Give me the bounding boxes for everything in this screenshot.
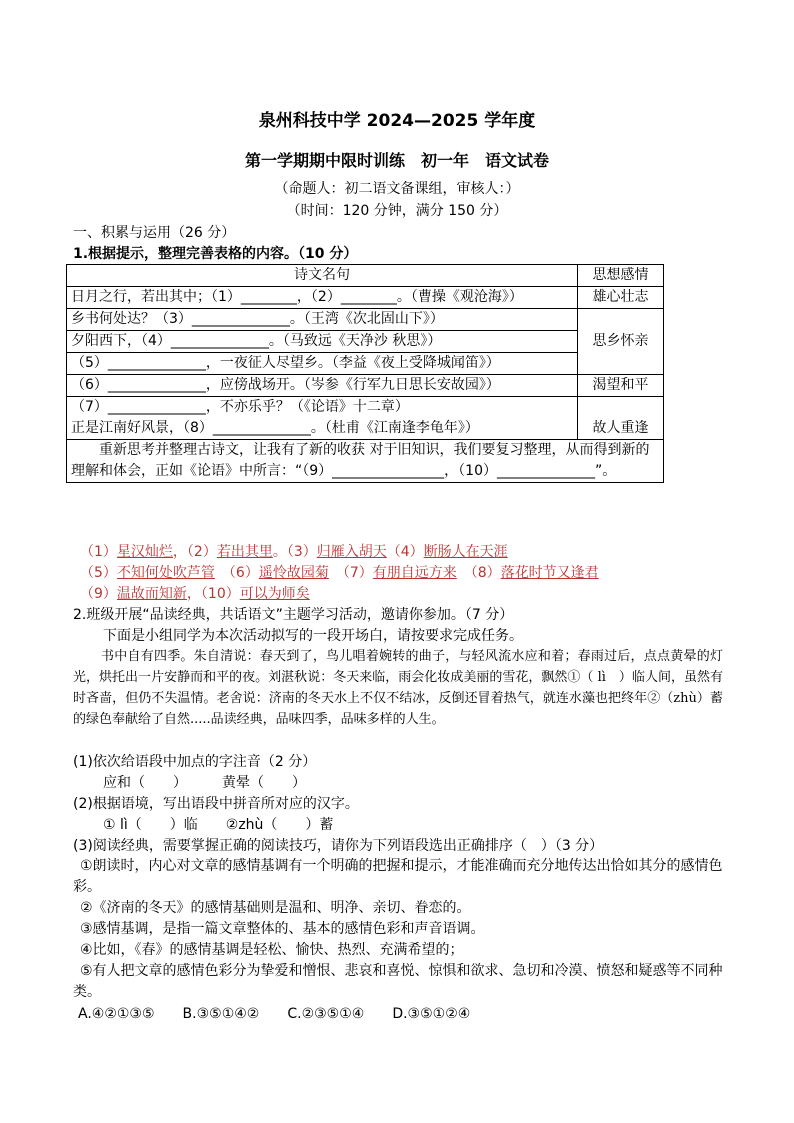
answer-label: （1）	[80, 544, 117, 560]
answer-text: 可以为师矣	[239, 586, 310, 602]
answer-line-2	[80, 562, 599, 582]
question-2-title: 2.班级开展“品读经典，共话语文”主题学习活动，邀请你参加。（7 分）	[73, 607, 514, 623]
table-row-2-emotion: 思乡怀亲	[578, 309, 664, 375]
answer-choices: A.④②①③⑤ B.③⑤①④② C.②③⑤①④ D.③⑤①②④	[78, 1006, 471, 1022]
table-header-emotion: 思想感情	[578, 265, 664, 287]
sentence-option-3: ③感情基调，是指一篇文章整体的、基本的感情色彩和声音语调。	[80, 921, 485, 937]
answer-label: （9）	[80, 586, 117, 602]
answer-label: （4）	[386, 544, 424, 560]
question-2-intro: 下面是小组同学为本次活动拟写的一段开场白，请按要求完成任务。	[103, 628, 523, 644]
answer-label: （7）	[342, 565, 373, 581]
author-line: （命题人：初二语文备课组，审核人：）	[274, 181, 520, 197]
table-row-5-text: 重新思考并整理古诗文，让我有了新的收获 对于旧知识，我们要复习整理，从而得到新的理解和体会，正如《论语》中所言：“（9）________________，（10）______________”。	[67, 440, 664, 483]
table-row-2-text	[67, 309, 578, 375]
answer-line-1	[80, 541, 508, 561]
sentence-option-1: ①朗读时，内心对文章的感情基调有一个明确的把握和提示，才能准确而充分地传达出恰如其分的感情色彩。	[73, 858, 723, 895]
answer-label: ，（10）	[186, 586, 240, 602]
table-row-2-line-2: 夕阳西下，（4）______________。（马致远《天净沙 秋思》）	[67, 331, 577, 353]
sentence-option-2: ②《济南的冬天》的感情基础则是温和、明净、亲切、眷恋的。	[80, 900, 471, 916]
answer-text: 断肠人在天涯	[423, 544, 508, 560]
exam-title: 第一学期期中限时训练 初一年 语文试卷	[244, 151, 549, 170]
school-title: 泉州科技中学 2024—2025 学年度	[258, 111, 536, 131]
question-1-title: 1.根据提示，整理完善表格的内容。（10 分）	[73, 246, 358, 262]
reading-passage: 书中自有四季。朱自清说：春天到了，鸟儿唱着婉转的曲子，与轻风流水应和着；春雨过后，点点黄晕的灯光，烘托出一片安静而和平的夜。刘湛秋说：冬天来临，雨会化妆成美丽的雪花，飘然①（ lì ）临人间，虽然有时吝啬，但仍不失温情。老舍说：济南的冬天水上不仅不结冰，反倒还冒着热气，就连水藻也把终年②（zhù）蓄的绿色奉献给了自然.....品读经典，品味四季，品味多样的人生。	[73, 649, 723, 727]
answer-text: 归雁入胡天	[316, 544, 387, 560]
answer-label: （8）	[470, 565, 501, 581]
subquestion-3: (3)阅读经典，需要掌握正确的阅读技巧，请你为下列语段选出正确排序（ ）（3 分）	[73, 838, 604, 854]
answer-label: ，（2）	[172, 544, 217, 560]
answer-text: 若出其里	[216, 544, 273, 560]
table-row-4-emotion: 故人重逢	[578, 397, 664, 440]
table-row-2-line-1: 乡书何处达？（3）______________。（王湾《次北固山下》）	[67, 309, 577, 331]
subquestion-2: (2)根据语境，写出语段中拼音所对应的汉字。	[73, 796, 359, 812]
time-line: （时间：120 分钟，满分 150 分）	[286, 203, 508, 219]
sentence-option-5: ⑤有人把文章的感情色彩分为挚爱和憎恨、悲哀和喜悦、惊惧和欲求、急切和冷漠、愤怒和疑惑等不同种类。	[73, 963, 723, 1000]
table-header-poem: 诗文名句	[67, 265, 578, 287]
table-row-2-line-3: （5）______________，一夜征人尽望乡。（李益《夜上受降城闻笛》）	[71, 355, 500, 371]
table-row-4-line-2: 正是江南好风景，（8）______________。（杜甫《江南逢李龟年》）	[71, 420, 479, 436]
answer-text: 有朋自远方来	[372, 565, 457, 581]
table-row-1-emotion: 雄心壮志	[578, 287, 664, 309]
answer-text: 温故而知新	[116, 586, 187, 602]
table-row-1-text: 日月之行，若出其中；（1）________，（2）________。（曹操《观沧海》）	[67, 287, 578, 309]
table-row-3-emotion: 渴望和平	[578, 375, 664, 397]
answer-text: 遥怜故园菊	[258, 565, 329, 581]
answer-label: （6）	[228, 565, 259, 581]
table-row-4-line-1: （7）______________，不亦乐乎？（《论语》十二章）	[71, 399, 409, 415]
subquestion-1-answer-blanks: 应和（ ） 黄晕（ ）	[103, 775, 306, 791]
answer-label: 。（3）	[272, 544, 317, 560]
answer-text: 星汉灿烂	[116, 544, 173, 560]
answer-line-3	[80, 583, 310, 603]
table-row-4-text	[67, 397, 578, 440]
subquestion-2-answer-blanks: ① lì（ ）临 ②zhù（ ）蓄	[103, 817, 334, 833]
answer-label: （5）	[80, 565, 117, 581]
table-row-3-text: （6）______________，应傍战场开。（岑参《行军九日思长安故园》）	[67, 375, 578, 397]
sentence-option-4: ④比如，《春》的感情基调是轻松、愉快、热烈、充满希望的；	[80, 942, 464, 958]
answer-text: 落花时节又逢君	[500, 565, 599, 581]
section-title: 一、积累与运用（26 分）	[73, 225, 236, 241]
subquestion-1: (1)依次给语段中加点的字注音（2 分）	[73, 754, 317, 770]
poem-table	[66, 264, 664, 483]
answer-text: 不知何处吹芦管	[116, 565, 215, 581]
